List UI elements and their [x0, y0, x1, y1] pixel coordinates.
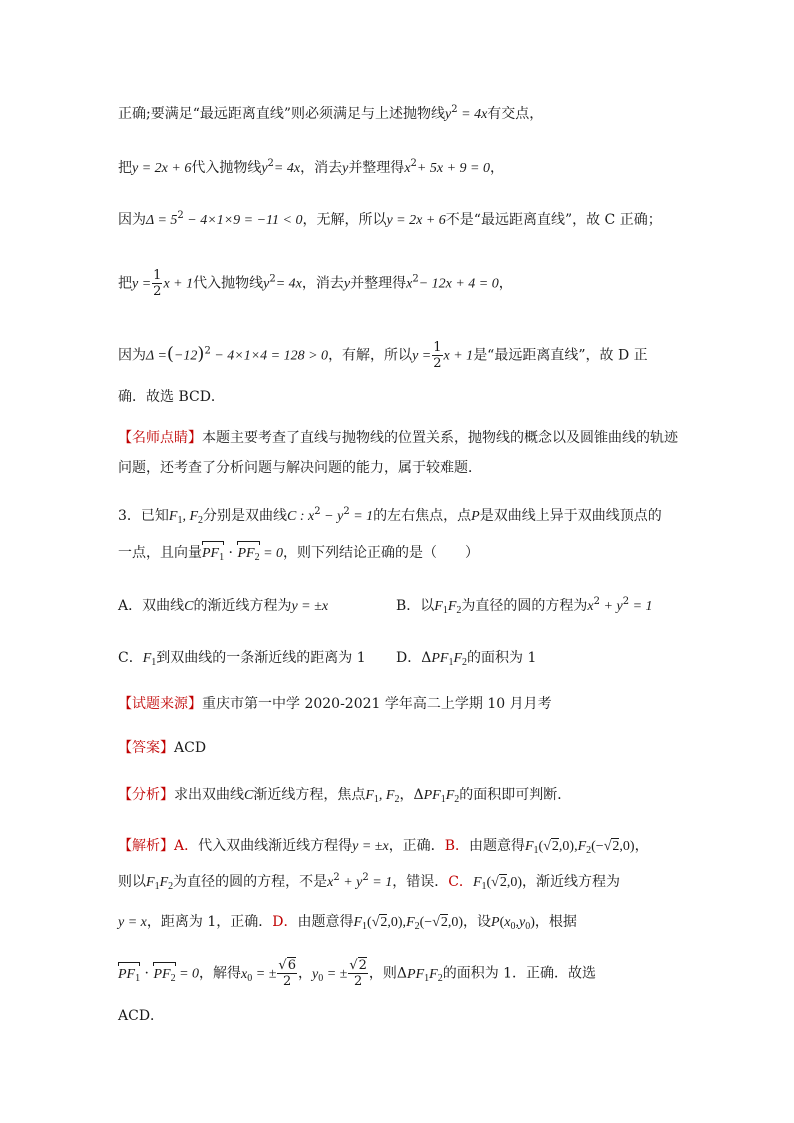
- sup-2: 2: [333, 872, 340, 883]
- math-y: y: [263, 276, 270, 292]
- paren: ): [197, 343, 205, 365]
- text: 有交点，: [487, 106, 544, 122]
- solution-line-5: [118, 340, 648, 371]
- paren: (: [166, 343, 174, 365]
- math-f1: $F_1(√2,0)$: [472, 875, 523, 892]
- solution-line-4: [118, 268, 513, 299]
- text: 并整理得: [348, 160, 405, 176]
- math-f1f2: $F_1$, $F_2$: [168, 509, 204, 526]
- label-d: D．: [272, 914, 298, 930]
- numerator: √6: [278, 958, 296, 973]
- text: 因为: [118, 347, 146, 364]
- text: ，: [399, 787, 414, 803]
- text: ACD: [174, 740, 207, 756]
- text: 的渐近线方程为: [193, 598, 292, 614]
- text: D．: [396, 650, 422, 666]
- math-plus-y: + y: [339, 875, 363, 890]
- math: −12: [173, 348, 198, 364]
- sup-2: 2: [362, 872, 369, 883]
- text: ，设: [463, 914, 492, 930]
- analysis-tag: 【分析】: [118, 787, 174, 803]
- solution3-line-1: [118, 836, 649, 857]
- math-foci: $F_1(√2,0),F_2(-√2,0)$: [353, 915, 464, 932]
- text: 正确;要满足“最远距离直线”则必须满足与上述抛物线: [118, 106, 446, 122]
- text: ，距离为 1，正确．: [146, 914, 273, 930]
- math-y0: $y_0$: [311, 966, 324, 984]
- math: y = x: [118, 915, 147, 930]
- math-point-p: $P(x_0,y_0)$: [491, 915, 535, 932]
- solution3-line-5: [118, 1006, 164, 1026]
- math-x0: $x_0$: [241, 966, 253, 984]
- text: 把: [118, 160, 132, 176]
- math-f1f2: $F_1$, $F_2$: [365, 788, 400, 805]
- solution-tag: 【解析】: [118, 838, 174, 854]
- numerator: √2: [349, 958, 367, 973]
- text: B．以: [396, 598, 435, 614]
- text: 是双曲线上异于双曲线顶点的: [479, 508, 662, 524]
- vector-pf1: $PF_1$: [118, 966, 141, 984]
- text: 的面积即可判断．: [459, 787, 572, 803]
- sup-2: 2: [410, 158, 417, 169]
- math-line-eq: y = 2x + 6: [132, 161, 192, 176]
- solution-line-6: [118, 387, 225, 407]
- text: ，渐近线方程为: [522, 874, 621, 890]
- sup-2: 2: [269, 273, 276, 285]
- text: 由题意得: [297, 914, 354, 930]
- source-line: [118, 694, 552, 714]
- question-3-line-1: [118, 506, 662, 527]
- text: 不是“最远距离直线”，故 C 正确；: [445, 212, 662, 228]
- answer-line: [118, 738, 206, 758]
- math-pf1f2: $PF_1F_2$: [431, 651, 468, 668]
- solution-line-3: [118, 210, 662, 231]
- solution3-line-2: [118, 872, 620, 893]
- sup-2: 2: [622, 596, 630, 607]
- numerator: 1: [433, 340, 442, 355]
- math-delta-rest: − 4×1×9 = −11 < 0: [183, 213, 303, 228]
- text: ，解得: [199, 965, 242, 982]
- text: ，则: [368, 965, 397, 982]
- math: = 1: [349, 509, 374, 524]
- text: 并整理得: [350, 275, 407, 292]
- math: C : x: [287, 509, 315, 524]
- label-b: B．: [444, 838, 469, 854]
- math: C: [244, 788, 254, 803]
- math: = ±: [255, 966, 277, 982]
- denominator: 2: [433, 356, 442, 371]
- text: 渐近线方程，焦点: [253, 787, 366, 803]
- solution-line-2: [118, 158, 504, 179]
- fraction: [152, 268, 162, 299]
- text: 由题意得: [468, 838, 525, 854]
- math-4x: = 4x: [457, 107, 488, 122]
- text: 分别是双曲线: [203, 508, 288, 524]
- math: y =: [412, 348, 432, 364]
- math-parabola: = 4x: [273, 161, 301, 176]
- source-tag: 【试题来源】: [118, 696, 202, 712]
- text: ，则下列结论正确的是（ ）: [283, 545, 480, 561]
- sup-2: 2: [451, 104, 458, 115]
- text: 是“最远距离直线”，故 D 正: [473, 347, 648, 364]
- text: ，消去: [300, 160, 343, 176]
- math: y =: [132, 276, 152, 292]
- text: ，: [634, 838, 649, 854]
- label-c: C．: [448, 874, 473, 890]
- question-3-line-2: [118, 543, 479, 564]
- math-x: x: [406, 276, 413, 292]
- math-delta: Δ = 5: [146, 213, 178, 228]
- math: = 1: [629, 599, 653, 614]
- sup-2: 2: [267, 158, 274, 169]
- math: x + 1: [443, 348, 474, 364]
- option-a: [118, 596, 328, 617]
- math-f1: $F_1$: [142, 651, 157, 668]
- fraction-root2: [348, 958, 368, 989]
- math-pf1f2: $PF_1F_2$: [407, 966, 443, 984]
- math: − y: [320, 509, 344, 524]
- dot: ·: [140, 965, 154, 982]
- text: ，: [297, 965, 312, 982]
- text: 为直径的圆的方程，不是: [173, 874, 328, 890]
- math: − 12x + 4 = 0: [418, 276, 499, 292]
- math-line-eq: y = 2x + 6: [386, 213, 446, 228]
- math: = 0: [175, 966, 200, 982]
- text: 到双曲线的一条渐近线的距离为 1: [156, 650, 366, 666]
- math-pf1f2: $PF_1F_2$: [423, 788, 460, 805]
- fraction: [432, 340, 442, 371]
- text: ，根据: [534, 914, 577, 930]
- solution-line-1: [118, 104, 543, 125]
- vector-pf2: $PF_2$: [153, 966, 176, 984]
- text: 3．已知: [118, 508, 169, 524]
- sup-2: 2: [412, 273, 419, 285]
- option-c: [118, 648, 366, 669]
- math-delta: Δ: [396, 965, 408, 982]
- math: Δ: [421, 650, 432, 666]
- math-x: x: [327, 875, 334, 890]
- solution3-line-3: [118, 912, 577, 933]
- vector-pf2: $PF_2$: [237, 546, 260, 563]
- math-y: y: [261, 161, 268, 176]
- text: 重庆市第一中学 2020-2021 学年高二上学期 10 月月考: [202, 696, 552, 712]
- math-p: P: [471, 509, 480, 524]
- math-foci: $F_1(√2,0),F_2(-√2,0)$: [524, 839, 635, 856]
- text: 确．故选 BCD．: [118, 389, 225, 405]
- text: ，: [498, 275, 513, 292]
- math: y = ±x: [352, 839, 389, 854]
- text: 求出双曲线: [174, 787, 244, 803]
- text: 一点，且向量: [118, 545, 202, 561]
- text: 为直径的圆的方程为: [461, 598, 588, 614]
- math-x: x: [404, 161, 411, 176]
- vector-pf1: $PF_1$: [202, 546, 225, 563]
- math-x: x: [587, 599, 594, 614]
- denominator: 2: [353, 974, 363, 989]
- dot: ·: [224, 545, 238, 561]
- sup-2: 2: [177, 210, 184, 221]
- numerator: 1: [153, 268, 162, 283]
- text: 的面积为 1．正确．故选: [442, 965, 597, 982]
- math-f1f2: $F_1F_2$: [146, 875, 174, 892]
- teacher-note-line-2: [118, 458, 482, 478]
- text: 代入双曲线渐近线方程得: [198, 838, 353, 854]
- text: 问题，还考查了分析问题与解决问题的能力，属于较难题．: [118, 460, 482, 476]
- math: C: [184, 599, 194, 614]
- sup-2: 2: [314, 506, 321, 517]
- math: Δ =: [146, 348, 167, 364]
- math: = 0: [259, 546, 284, 561]
- solution3-line-4: [118, 958, 596, 989]
- text: ACD．: [118, 1008, 165, 1024]
- text: ，正确．: [388, 838, 445, 854]
- text: A．双曲线: [118, 598, 185, 614]
- math-delta: Δ: [413, 787, 424, 803]
- text: 的面积为 1: [467, 650, 537, 666]
- fraction-root6: [277, 958, 297, 989]
- text: 把: [118, 275, 132, 292]
- math: y = ±x: [291, 599, 329, 614]
- math: = ±: [326, 966, 348, 982]
- option-d: [396, 648, 536, 669]
- text: C．: [118, 650, 143, 666]
- math-var: y: [342, 161, 349, 176]
- note-tag: 【名师点睛】: [118, 430, 202, 446]
- sup-2: 2: [204, 345, 211, 357]
- text: ，无解，所以: [302, 212, 387, 228]
- teacher-note-line-1: [118, 428, 678, 448]
- math-quadratic: + 5x + 9 = 0: [416, 161, 490, 176]
- answer-tag: 【答案】: [118, 740, 174, 756]
- text: ，: [489, 160, 504, 176]
- text: 本题主要考查了直线与抛物线的位置关系，抛物线的概念以及圆锥曲线的轨迹: [202, 430, 678, 446]
- denominator: 2: [283, 974, 292, 989]
- math-plus-y: + y: [600, 599, 623, 614]
- sup-2: 2: [593, 596, 601, 607]
- text: 因为: [118, 212, 146, 228]
- math: = 4x: [275, 276, 302, 292]
- math-var: y: [343, 276, 351, 292]
- math: x + 1: [163, 276, 194, 292]
- denominator: 2: [153, 284, 162, 299]
- label-a: A．: [174, 838, 199, 854]
- option-b: [396, 596, 653, 617]
- text: 代入抛物线: [191, 160, 262, 176]
- text: 则以: [118, 874, 146, 890]
- text: ，有解，所以: [328, 347, 413, 364]
- analysis-line: [118, 785, 571, 806]
- text: 代入抛物线: [193, 275, 264, 292]
- math: − 4×1×4 = 128 > 0: [210, 348, 329, 364]
- text: ，错误．: [392, 874, 449, 890]
- math: = 1: [368, 875, 393, 890]
- math-f1f2: $F_1F_2$: [434, 599, 462, 616]
- text: 的左右焦点，点: [373, 508, 472, 524]
- text: ，消去: [301, 275, 344, 292]
- sup-2: 2: [343, 506, 350, 517]
- math-y: y: [445, 107, 452, 122]
